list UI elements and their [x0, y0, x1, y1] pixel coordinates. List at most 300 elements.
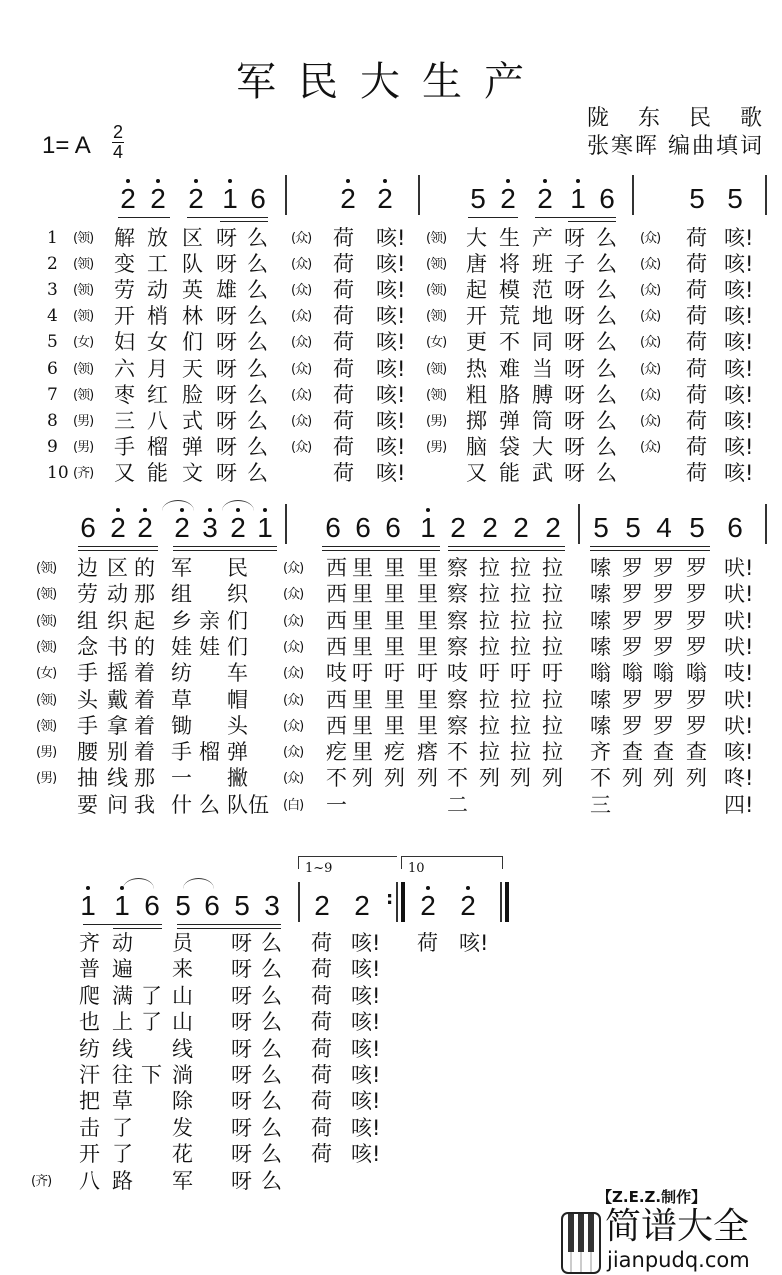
piano-keys-icon: [561, 1212, 601, 1274]
lyric: 罗: [686, 608, 707, 633]
lyric: 里: [417, 556, 438, 580]
barline: [285, 504, 287, 544]
part-label: (领): [73, 283, 94, 299]
part-label: (领): [426, 387, 447, 403]
note: 2: [377, 183, 393, 214]
lyric: 罗: [622, 608, 643, 633]
repeat-barline: [505, 882, 509, 922]
lyric: 红: [147, 382, 168, 407]
watermark-site: jianpudq.com: [607, 1248, 750, 1272]
lyric: 花: [172, 1142, 193, 1167]
note: 1: [80, 890, 96, 921]
lyric: 念: [77, 634, 98, 659]
lyric: 手: [114, 434, 135, 459]
lyric: 纺: [171, 661, 192, 686]
lyric: 么: [247, 434, 268, 459]
lyric: 掷: [466, 408, 487, 433]
lyric: 咳!: [351, 957, 381, 982]
lyric: 嗦: [590, 556, 611, 580]
note: 5: [593, 512, 609, 543]
lyric: 又: [466, 460, 487, 485]
high-octave-dot: [383, 179, 387, 183]
lyric: 咳!: [724, 740, 754, 765]
beam-line: [590, 550, 710, 551]
note: 4: [656, 512, 672, 543]
lyric: 了: [141, 1010, 162, 1035]
lyric: 荷: [333, 408, 354, 433]
lyric: 荷: [686, 252, 707, 277]
lyric: 呀: [564, 408, 585, 433]
lyric: 天: [182, 356, 203, 381]
note: 1: [257, 512, 273, 543]
lyric: 那: [134, 582, 155, 607]
note: 3: [264, 890, 280, 921]
part-label: (众): [291, 413, 312, 429]
note: 5: [234, 890, 250, 921]
lyric: 咳!: [376, 356, 406, 381]
lyric: 吠!: [724, 556, 754, 580]
lyric: 更: [466, 330, 487, 355]
lyric: 发: [172, 1115, 193, 1140]
lyric: 荷: [333, 278, 354, 303]
lyric: 吁: [542, 661, 563, 686]
lyric: 子: [564, 252, 585, 277]
barline: [632, 175, 634, 215]
lyric: 区: [107, 556, 128, 580]
lyric: 问: [107, 792, 128, 817]
beam-line: [448, 550, 565, 551]
lyric: 三: [114, 408, 135, 433]
lyric: 着: [134, 687, 155, 712]
part-label: (男): [426, 413, 447, 429]
time-signature-bottom: 4: [112, 142, 123, 162]
lyric: 吠!: [724, 608, 754, 633]
lyric: 荷: [333, 434, 354, 459]
lyric: 罗: [686, 634, 707, 659]
lyric: 织: [227, 582, 248, 607]
lyric: 妇: [114, 330, 135, 355]
beam-line: [568, 221, 616, 222]
repeat-barline: [396, 882, 398, 922]
lyric: 罗: [622, 687, 643, 712]
beam-line: [113, 928, 162, 929]
lyric: 咳!: [351, 1115, 381, 1140]
part-label: (齐): [31, 1173, 52, 1189]
note: 6: [144, 890, 160, 921]
lyric: 咳!: [724, 226, 754, 250]
lyric: 荷: [311, 1036, 332, 1061]
lyric: 织: [107, 608, 128, 633]
part-label: (众): [283, 587, 304, 603]
lyric: 么: [261, 1115, 282, 1140]
beam-line: [187, 217, 268, 218]
lyric: 当: [532, 356, 553, 381]
lyric: 西: [326, 634, 347, 659]
verse-number: 10: [47, 462, 69, 483]
lyric: 罗: [622, 582, 643, 607]
part-label: (众): [283, 718, 304, 734]
lyric: 察: [447, 713, 468, 738]
beam-line: [78, 550, 158, 551]
lyric: 了: [112, 1115, 133, 1140]
lyric: 呀: [231, 1063, 252, 1087]
lyric: 能: [499, 460, 520, 485]
watermark-brand: 简谱大全: [605, 1206, 750, 1247]
lyric: 起: [466, 278, 487, 303]
lyric: 嗦: [590, 687, 611, 712]
lyric: 察: [447, 556, 468, 580]
high-octave-dot: [346, 179, 350, 183]
lyric: 荷: [333, 460, 354, 485]
lyric: 的: [134, 634, 155, 659]
note: 6: [727, 512, 743, 543]
lyric: 组: [171, 582, 192, 607]
verse-number: 7: [47, 384, 58, 405]
lyric: 荷: [333, 304, 354, 329]
lyric: 解: [114, 226, 135, 250]
lyric: 吱: [447, 661, 468, 686]
lyric: 动: [107, 582, 128, 607]
lyric: 罗: [622, 634, 643, 659]
lyric: 西: [326, 608, 347, 633]
lyric: 线: [172, 1036, 193, 1061]
lyric: 咳!: [351, 1063, 381, 1087]
lyric: 荷: [333, 330, 354, 355]
lyric: 里: [352, 634, 373, 659]
lyric: 们: [182, 330, 203, 355]
note: 2: [120, 183, 136, 214]
lyric: 么: [596, 278, 617, 303]
lyric: 嗡: [590, 661, 611, 686]
lyric: 么: [247, 252, 268, 277]
part-label: (领): [73, 257, 94, 273]
lyric: 抽: [77, 766, 98, 791]
note: 3: [202, 512, 218, 543]
lyric: 呀: [231, 983, 252, 1008]
lyric: 拉: [479, 687, 500, 712]
verse-number: 2: [47, 254, 58, 275]
lyric: 大: [466, 226, 487, 250]
lyric: 了: [112, 1142, 133, 1167]
lyric: 荷: [686, 330, 707, 355]
lyric: 一: [326, 792, 347, 817]
lyric: 又: [114, 460, 135, 485]
lyric: 变: [114, 252, 135, 277]
lyric: 么: [247, 330, 268, 355]
lyric: 线: [112, 1036, 133, 1061]
lyric: 查: [653, 740, 674, 765]
lyric: 咳!: [724, 382, 754, 407]
verse-number: 5: [47, 332, 58, 353]
lyric: 乡: [171, 608, 192, 633]
lyric: 么: [247, 356, 268, 381]
lyric: 开: [114, 304, 135, 329]
high-octave-dot: [426, 886, 430, 890]
lyric: 么: [596, 460, 617, 485]
lyric: 榴: [147, 434, 168, 459]
lyric: 咳!: [351, 1010, 381, 1035]
lyric: 汗: [79, 1063, 100, 1087]
part-label: (领): [73, 387, 94, 403]
lyric: 里: [352, 713, 373, 738]
lyric: 拉: [479, 713, 500, 738]
lyric: 袋: [499, 434, 520, 459]
lyric: 二: [447, 792, 468, 817]
lyric: 员: [172, 931, 193, 955]
lyric: 咳!: [376, 330, 406, 355]
lyric: 劳: [77, 582, 98, 607]
lyric: 里: [384, 556, 405, 580]
lyric: 列: [384, 766, 405, 791]
lyric: 边: [77, 556, 98, 580]
part-label: (领): [73, 309, 94, 325]
note: 6: [385, 512, 401, 543]
slur: [222, 500, 254, 511]
lyric: 荷: [311, 983, 332, 1008]
lyric: 山: [172, 1010, 193, 1035]
lyric: 拿: [107, 713, 128, 738]
lyric: 摇: [107, 661, 128, 686]
lyric: 难: [499, 356, 520, 381]
lyric: 呀: [216, 252, 237, 277]
lyric: 呀: [216, 382, 237, 407]
lyric: 西: [326, 713, 347, 738]
lyric: 林: [182, 304, 203, 329]
note: 2: [420, 890, 436, 921]
lyric: 纺: [79, 1036, 100, 1061]
part-label: (众): [291, 387, 312, 403]
lyric: 呀: [564, 382, 585, 407]
note: 5: [689, 512, 705, 543]
lyric: 不: [447, 766, 468, 791]
lyric: 西: [326, 556, 347, 580]
lyric: 呀: [564, 434, 585, 459]
note: 2: [230, 512, 246, 543]
verse-number: 8: [47, 410, 58, 431]
part-label: (众): [291, 439, 312, 455]
part-label: (众): [291, 361, 312, 377]
lyric: 开: [79, 1142, 100, 1167]
lyric: 么: [596, 304, 617, 329]
note: 6: [80, 512, 96, 543]
part-label: (领): [36, 561, 57, 576]
lyric: 热: [466, 356, 487, 381]
lyric: 山: [172, 983, 193, 1008]
lyric: 们: [227, 634, 248, 659]
lyric: 模: [499, 278, 520, 303]
lyric: 咳!: [351, 983, 381, 1008]
note: 2: [150, 183, 166, 214]
volta-bracket-2: [401, 856, 503, 876]
part-label: (众): [283, 692, 304, 708]
lyric: 咳!: [724, 408, 754, 433]
lyric: 里: [352, 687, 373, 712]
high-octave-dot: [194, 179, 198, 183]
lyric: 榴: [199, 740, 220, 765]
lyric: 里: [417, 582, 438, 607]
lyric: 生: [499, 226, 520, 250]
lyric: 筒: [532, 408, 553, 433]
lyric: 拉: [510, 713, 531, 738]
lyric: 动: [112, 931, 133, 955]
lyric: 呀: [216, 356, 237, 381]
lyric: 呀: [231, 1115, 252, 1140]
lyric: 帽: [227, 687, 248, 712]
lyric: 罗: [653, 582, 674, 607]
lyric: 拉: [479, 608, 500, 633]
note: 1: [570, 183, 586, 214]
lyric: 把: [79, 1089, 100, 1114]
lyric: 英: [182, 278, 203, 303]
lyric: 击: [79, 1115, 100, 1140]
lyric: 荷: [686, 278, 707, 303]
note: 6: [250, 183, 266, 214]
lyric: 拉: [479, 740, 500, 765]
lyric: 荷: [311, 1010, 332, 1035]
lyric: 戴: [107, 687, 128, 712]
lyric: 大: [532, 434, 553, 459]
part-label: (众): [640, 257, 661, 273]
lyric: 嗡: [622, 661, 643, 686]
lyric: 拉: [542, 740, 563, 765]
song-title: 军民大生产: [236, 59, 546, 105]
note: 6: [355, 512, 371, 543]
part-label: (领): [36, 718, 57, 734]
lyric: 罗: [653, 608, 674, 633]
lyric: 工: [147, 252, 168, 277]
lyric: 不: [447, 740, 468, 765]
part-label: (男): [36, 745, 57, 761]
note: 2: [188, 183, 204, 214]
lyric: 咳!: [724, 330, 754, 355]
lyric: 荷: [686, 382, 707, 407]
lyric: 疙: [384, 740, 405, 765]
lyric: 拉: [479, 634, 500, 659]
lyric: 拉: [542, 634, 563, 659]
lyric: 荷: [686, 434, 707, 459]
lyric: 也: [79, 1010, 100, 1035]
lyric: 咳!: [376, 252, 406, 277]
lyric: 嗡: [686, 661, 707, 686]
lyric: 撇: [227, 766, 248, 791]
note: 2: [545, 512, 561, 543]
lyric: 罗: [653, 713, 674, 738]
lyric: 么: [247, 408, 268, 433]
barline: [285, 175, 287, 215]
note: 2: [500, 183, 516, 214]
lyric: 产: [532, 226, 553, 250]
barline: [765, 175, 767, 215]
lyric: 荷: [686, 356, 707, 381]
lyric: 么: [596, 226, 617, 250]
lyric: 荷: [417, 931, 438, 955]
beam-line: [220, 221, 268, 222]
lyric: 呀: [216, 330, 237, 355]
lyric: 呀: [231, 1036, 252, 1061]
note: 2: [340, 183, 356, 214]
lyric: 不: [590, 766, 611, 791]
part-label: (领): [426, 283, 447, 299]
lyric: 民: [227, 556, 248, 580]
lyric: 嗦: [590, 713, 611, 738]
lyric: 呀: [231, 1168, 252, 1193]
lyric: 拉: [510, 582, 531, 607]
lyric: 罗: [622, 713, 643, 738]
lyric: 头: [227, 713, 248, 738]
lyric: 下: [141, 1063, 162, 1087]
lyric: 么: [261, 931, 282, 955]
part-label: (领): [73, 231, 94, 246]
slur: [183, 878, 214, 889]
lyric: 咚!: [724, 766, 754, 791]
lyric: 列: [622, 766, 643, 791]
lyric: 将: [499, 252, 520, 277]
lyric: 书: [107, 634, 128, 659]
part-label: (众): [283, 613, 304, 629]
lyric: 咳!: [376, 434, 406, 459]
lyric: 呀: [216, 408, 237, 433]
lyric: 脸: [182, 382, 203, 407]
part-label: (白): [283, 797, 304, 813]
lyric: 么: [261, 1089, 282, 1114]
lyric: 里: [417, 713, 438, 738]
lyric: 么: [596, 382, 617, 407]
lyric: 么: [261, 957, 282, 982]
part-label: (齐): [73, 465, 94, 481]
beam-line: [83, 924, 162, 925]
lyric: 吱: [326, 661, 347, 686]
lyric: 西: [326, 687, 347, 712]
lyric: 荷: [333, 226, 354, 250]
part-label: (众): [640, 413, 661, 429]
lyric: 么: [247, 278, 268, 303]
lyric: 地: [532, 304, 553, 329]
lyric: 么: [261, 1010, 282, 1035]
part-label: (领): [426, 231, 447, 246]
lyric: 罗: [686, 556, 707, 580]
lyric: 荷: [686, 304, 707, 329]
part-label: (众): [640, 387, 661, 403]
note: 1: [222, 183, 238, 214]
lyric: 要: [77, 792, 98, 817]
lyric: 淌: [172, 1063, 193, 1087]
time-signature: [112, 124, 124, 161]
lyric: 荷: [311, 1089, 332, 1114]
lyric: 拉: [542, 608, 563, 633]
lyric: 拉: [542, 713, 563, 738]
lyric: 我: [134, 792, 155, 817]
lyric: 呀: [231, 931, 252, 955]
lyric: 唐: [466, 252, 487, 277]
barline: [418, 175, 420, 215]
lyric: 呀: [216, 304, 237, 329]
lyric: 里: [384, 608, 405, 633]
part-label: (众): [291, 309, 312, 325]
lyric: 弹: [182, 434, 203, 459]
lyric: 察: [447, 634, 468, 659]
lyric: 八: [147, 408, 168, 433]
note: 6: [325, 512, 341, 543]
lyric: 咳!: [376, 304, 406, 329]
lyric: 咳!: [724, 252, 754, 277]
part-label: (众): [283, 639, 304, 655]
lyric: 齐: [79, 931, 100, 955]
part-label: (众): [640, 439, 661, 455]
high-octave-dot: [116, 508, 120, 512]
lyric: 么: [261, 1036, 282, 1061]
lyric: 手: [171, 740, 192, 765]
lyric: 里: [417, 608, 438, 633]
